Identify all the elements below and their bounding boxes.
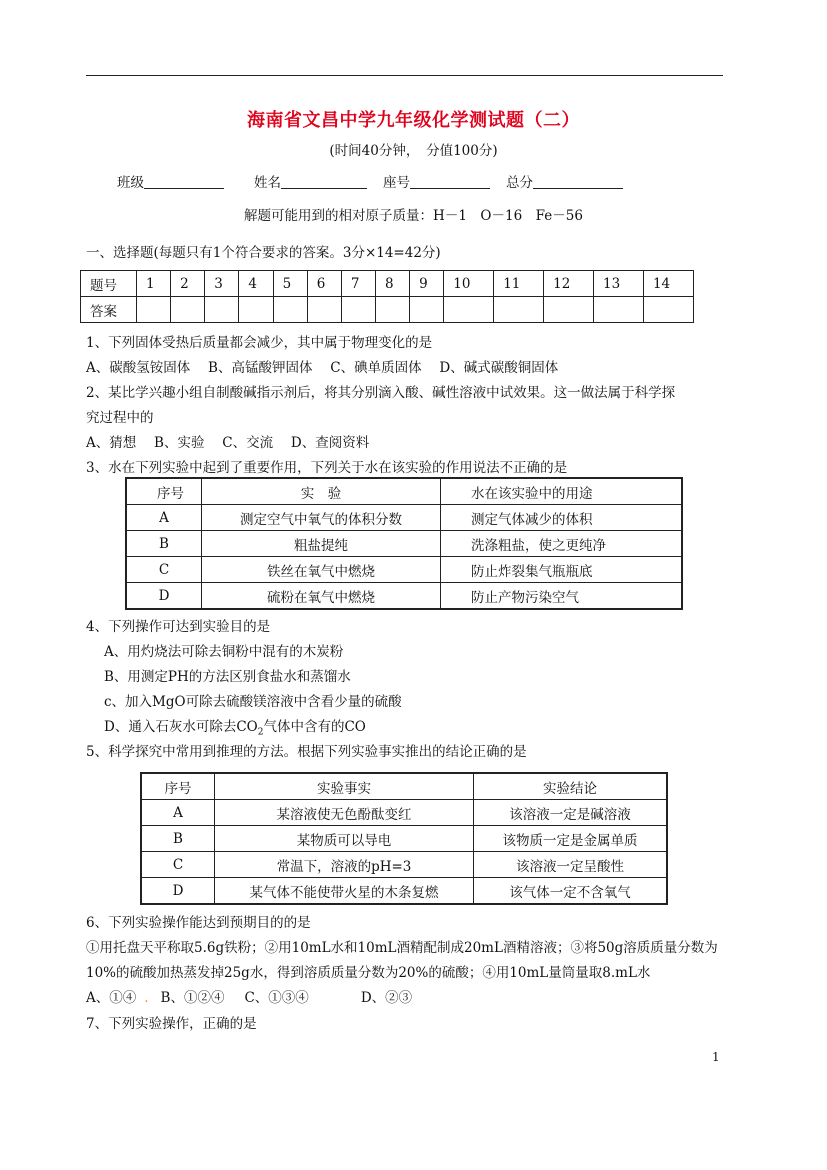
atomic-masses: 解题可能用到的相对原子质量：H－1 O－16 Fe－56	[244, 208, 583, 224]
q6-option-c: C、①③④	[244, 990, 309, 1006]
qnum-cell: 6	[307, 271, 341, 297]
name-label: 姓名	[254, 175, 281, 191]
qnum-cell: 10	[444, 271, 494, 297]
table-header: 序号	[126, 478, 202, 505]
q4-option-d	[104, 715, 366, 738]
q6-text-line2: 10%的硫酸加热蒸发掉25g水，得到溶质质量分数为20%的硫酸；④用10mL量筒量取8.mL水	[86, 965, 651, 981]
table-cell: 硫粉在氧气中燃烧	[202, 583, 441, 610]
qnum-cell: 7	[341, 271, 375, 297]
answer-cell[interactable]	[375, 297, 409, 323]
answer-cell[interactable]	[239, 297, 273, 323]
time-note: (时间40分钟， 分值100分)	[329, 143, 498, 159]
answer-cell[interactable]	[643, 297, 693, 323]
page-title: 海南省文昌中学九年级化学测试题（二）	[247, 110, 580, 131]
table-header: 水在该实验中的用途	[441, 478, 683, 505]
q2-options: A、猜想 B、实验 C、交流 D、查阅资料	[86, 435, 370, 451]
table-cell: 测定气体减少的体积	[441, 505, 683, 531]
answer-cell[interactable]	[273, 297, 307, 323]
table-row	[141, 878, 667, 905]
table-cell: 测定空气中氧气的体积分数	[202, 505, 441, 531]
q6-options	[86, 986, 412, 1006]
q2-stem-line2: 究过程中的	[86, 410, 154, 426]
row-label-answer: 答案	[81, 297, 137, 323]
table-header: 实验结论	[474, 773, 668, 800]
answer-table-row-answers	[81, 297, 694, 323]
answer-cell[interactable]	[410, 297, 444, 323]
answer-cell[interactable]	[307, 297, 341, 323]
q4-option-b: B、用测定PH的方法区别食盐水和蒸馏水	[104, 669, 351, 685]
table-cell: 该溶液一定是碱溶液	[474, 800, 668, 826]
table-header: 序号	[141, 773, 215, 800]
q7-stem: 7、下列实验操作，正确的是	[86, 1016, 257, 1032]
table-cell: A	[141, 800, 215, 826]
q6-text-line1: ①用托盘天平称取5.6g铁粉；②用10mL水和10mL酒精配制成20mL酒精溶液；③将50g溶质质量分数为	[86, 940, 718, 956]
q6-stem: 6、下列实验操作能达到预期目的的是	[86, 915, 311, 931]
table-header-row	[141, 773, 667, 800]
table-cell: C	[141, 852, 215, 878]
table-cell: B	[141, 826, 215, 852]
table-cell: 某物质可以导电	[215, 826, 474, 852]
table-header-row	[126, 478, 682, 505]
table-cell: 铁丝在氧气中燃烧	[202, 557, 441, 583]
table-cell: B	[126, 531, 202, 557]
q6-option-a: A、①④	[86, 990, 137, 1006]
q4-option-d-subscript: 2	[257, 727, 264, 738]
q1-options: A、碳酸氢铵固体 B、高锰酸钾固体 C、碘单质固体 D、碱式碳酸铜固体	[86, 360, 559, 376]
q3-stem: 3、水在下列实验中起到了重要作用，下列关于水在该实验的作用说法不正确的是	[86, 460, 568, 476]
answer-cell[interactable]	[205, 297, 239, 323]
seat-label: 座号	[383, 175, 410, 191]
class-label: 班级	[117, 175, 144, 191]
answer-table	[80, 270, 694, 323]
table-cell: 常温下，溶液的pH=3	[215, 852, 474, 878]
q6-option-d: D、②③	[360, 990, 413, 1006]
q4-stem: 4、下列操作可达到实验目的是	[86, 619, 271, 635]
qnum-cell: 8	[375, 271, 409, 297]
answer-table-row-numbers	[81, 271, 694, 297]
answer-cell[interactable]	[494, 297, 544, 323]
row-label-number: 题号	[81, 271, 137, 297]
answer-cell[interactable]	[444, 297, 494, 323]
qnum-cell: 3	[205, 271, 239, 297]
q4-option-a: A、用灼烧法可除去铜粉中混有的木炭粉	[104, 644, 344, 660]
qnum-cell: 1	[137, 271, 171, 297]
qnum-cell: 5	[273, 271, 307, 297]
table-cell: 某溶液使无色酚酞变红	[215, 800, 474, 826]
q6-option-b: B、①②④	[160, 990, 225, 1006]
answer-cell[interactable]	[594, 297, 644, 323]
table-cell: 某气体不能使带火星的木条复燃	[215, 878, 474, 905]
section1-heading: 一、选择题(每题只有1个符合要求的答案。3分×14=42分)	[86, 245, 441, 261]
table-cell: 粗盐提纯	[202, 531, 441, 557]
q3-table	[125, 477, 683, 610]
table-header: 实 验	[202, 478, 441, 505]
score-label: 总分	[506, 175, 533, 191]
table-header: 实验事实	[215, 773, 474, 800]
table-row	[126, 531, 682, 557]
table-row	[141, 826, 667, 852]
table-cell: D	[141, 878, 215, 905]
qnum-cell: 14	[643, 271, 693, 297]
top-rule	[86, 75, 723, 76]
class-blank[interactable]	[144, 174, 224, 189]
page-number: 1	[712, 1050, 720, 1064]
q1-stem: 1、下列固体受热后质量都会减少，其中属于物理变化的是	[86, 335, 433, 351]
q2-stem-line1: 2、某比学兴趣小组自制酸碱指示剂后，将其分别滴入酸、碱性溶液中试效果。这一做法属于科学探	[86, 385, 676, 401]
table-cell: 洗涤粗盐，使之更纯净	[441, 531, 683, 557]
answer-cell[interactable]	[171, 297, 205, 323]
table-row	[141, 852, 667, 878]
score-blank[interactable]	[533, 174, 623, 189]
table-row	[126, 505, 682, 531]
name-blank[interactable]	[281, 174, 367, 189]
q4-option-d-post: 气体中含有的CO	[263, 719, 366, 735]
table-row	[141, 800, 667, 826]
q6-dot: .	[144, 990, 149, 1006]
table-cell: D	[126, 583, 202, 610]
qnum-cell: 12	[544, 271, 594, 297]
qnum-cell: 4	[239, 271, 273, 297]
table-cell: C	[126, 557, 202, 583]
table-cell: 该物质一定是金属单质	[474, 826, 668, 852]
answer-cell[interactable]	[544, 297, 594, 323]
qnum-cell: 13	[594, 271, 644, 297]
table-row	[126, 583, 682, 610]
q4-option-c: c、加入MgO可除去硫酸镁溶液中含看少量的硫酸	[104, 694, 402, 710]
answer-cell[interactable]	[137, 297, 171, 323]
q4-option-d-pre: D、通入石灰水可除去CO	[104, 719, 258, 735]
table-cell: A	[126, 505, 202, 531]
q5-stem: 5、科学探究中常用到推理的方法。根据下列实验事实推出的结论正确的是	[86, 744, 527, 760]
table-cell: 防止产物污染空气	[441, 583, 683, 610]
qnum-cell: 9	[410, 271, 444, 297]
answer-cell[interactable]	[341, 297, 375, 323]
table-row	[126, 557, 682, 583]
info-fields	[117, 171, 623, 191]
table-cell: 该溶液一定呈酸性	[474, 852, 668, 878]
qnum-cell: 2	[171, 271, 205, 297]
table-cell: 该气体一定不含氧气	[474, 878, 668, 905]
seat-blank[interactable]	[410, 174, 490, 189]
table-cell: 防止炸裂集气瓶瓶底	[441, 557, 683, 583]
qnum-cell: 11	[494, 271, 544, 297]
q5-table	[140, 772, 668, 905]
